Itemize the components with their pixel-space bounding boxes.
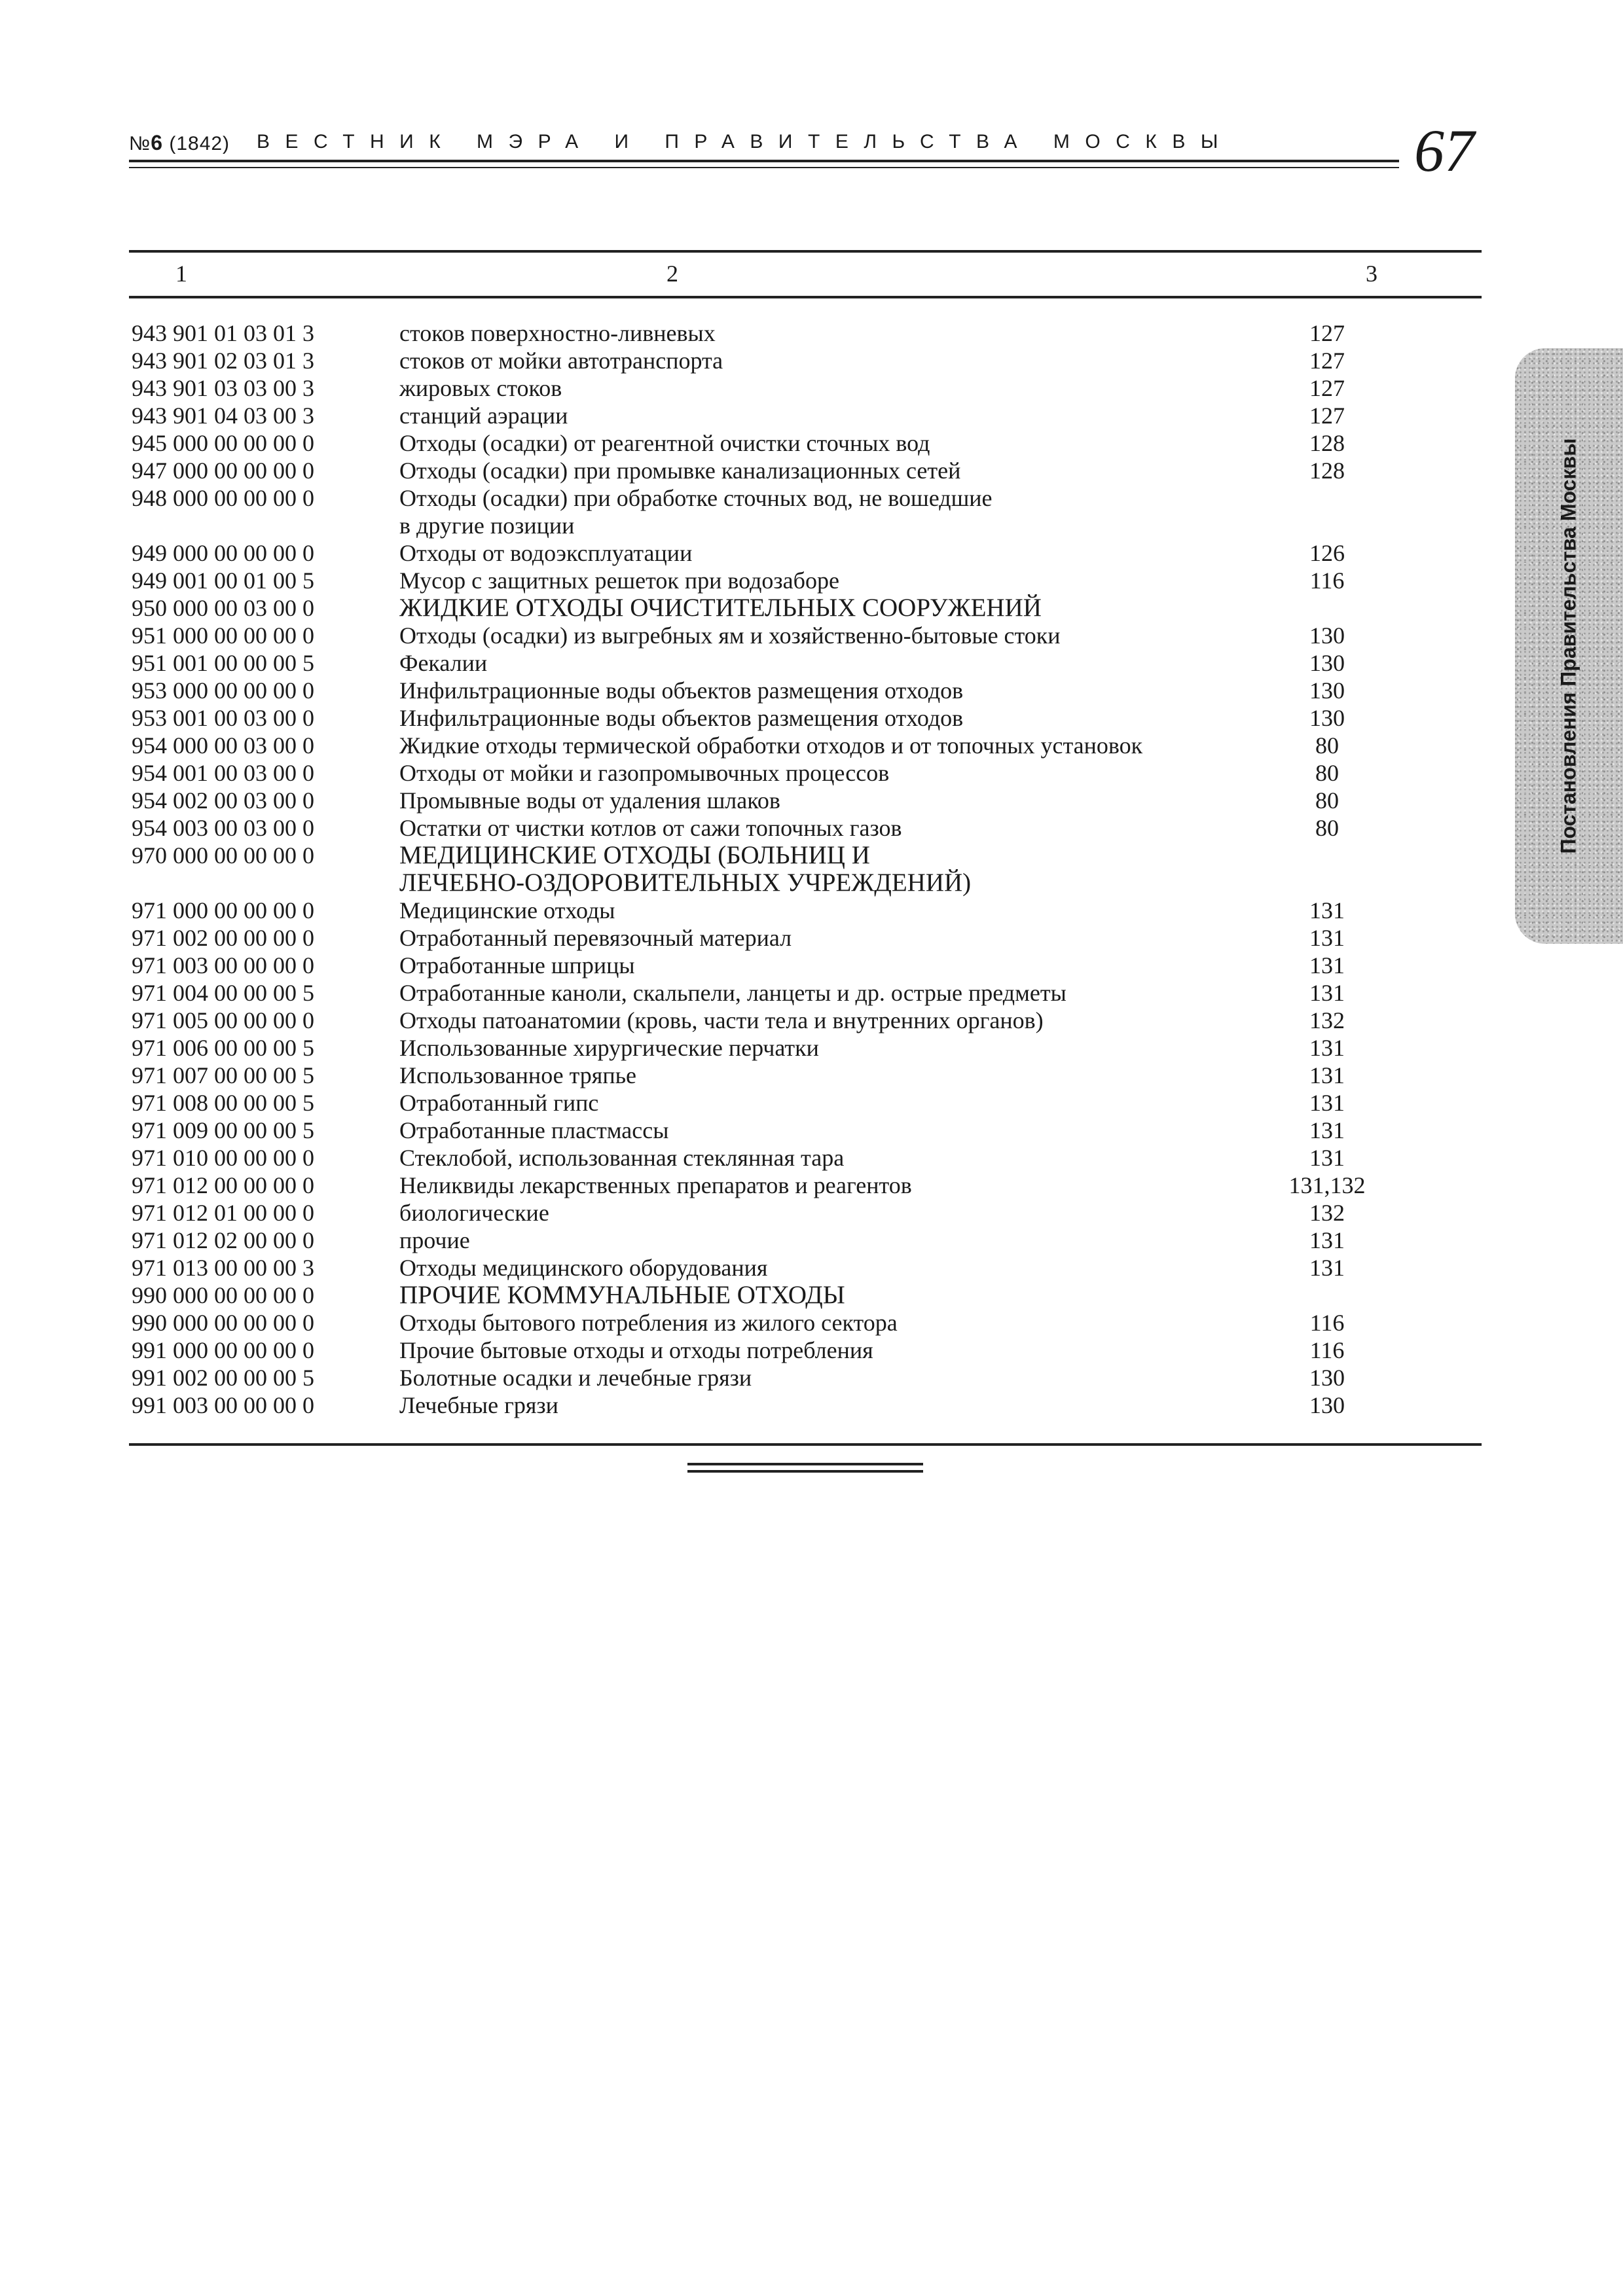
- waste-code: 943 901 02 03 01 3: [132, 348, 314, 374]
- reference-number: 127: [1309, 348, 1345, 374]
- waste-name-line: стоков поверхностно-ливневых: [399, 320, 716, 346]
- waste-name-line: Лечебные грязи: [399, 1392, 558, 1418]
- reference-number: 131: [1309, 1035, 1345, 1061]
- waste-name: [399, 1227, 470, 1254]
- waste-name: [399, 484, 993, 539]
- waste-name-line: Остатки от чистки котлов от сажи топочных газов: [399, 815, 902, 841]
- waste-code: 943 901 01 03 01 3: [132, 320, 314, 346]
- table-row: [129, 1227, 1482, 1254]
- table-row: [129, 594, 1482, 622]
- end-rule-second: [687, 1470, 923, 1473]
- waste-name: [399, 1254, 767, 1282]
- waste-code: 971 010 00 00 00 0: [132, 1145, 314, 1171]
- waste-name: [399, 1364, 752, 1391]
- waste-code: 971 000 00 00 00 0: [132, 897, 314, 924]
- waste-name: [399, 759, 889, 787]
- reference-number: 131: [1309, 897, 1345, 924]
- table-row: [129, 1089, 1482, 1117]
- waste-name-line: Отходы бытового потребления из жилого сектора: [399, 1310, 898, 1336]
- table-row: [129, 759, 1482, 787]
- table-row: [129, 1007, 1482, 1034]
- table-row: [129, 1309, 1482, 1336]
- reference-number: 131: [1309, 1255, 1345, 1281]
- table-top-rule: [129, 250, 1482, 253]
- waste-code: 971 012 01 00 00 0: [132, 1200, 314, 1226]
- waste-name-line: биологические: [399, 1200, 549, 1226]
- waste-name-line: прочие: [399, 1227, 470, 1253]
- reference-number: 116: [1309, 1337, 1345, 1363]
- waste-code: 971 005 00 00 00 0: [132, 1007, 314, 1033]
- table-row: [129, 924, 1482, 952]
- section-title: [399, 842, 971, 897]
- reference-number: 130: [1309, 1365, 1345, 1391]
- table-row: [129, 1062, 1482, 1089]
- waste-code: 947 000 00 00 00 0: [132, 457, 314, 484]
- reference-number: 127: [1309, 375, 1345, 401]
- reference-number: 131: [1309, 1145, 1345, 1171]
- waste-name-line-2: в другие позиции: [399, 512, 575, 539]
- table-row: [129, 787, 1482, 814]
- waste-name: [399, 1034, 819, 1062]
- table-row: [129, 677, 1482, 704]
- waste-code: 943 901 03 03 00 3: [132, 375, 314, 401]
- table-row: [129, 1364, 1482, 1391]
- reference-number: 131: [1309, 952, 1345, 978]
- waste-name: [399, 649, 487, 677]
- table-row: [129, 1282, 1482, 1309]
- table-row: [129, 567, 1482, 594]
- waste-code: 991 003 00 00 00 0: [132, 1392, 314, 1418]
- waste-name-line: Инфильтрационные воды объектов размещения отходов: [399, 705, 964, 731]
- waste-name-line: Отработанный гипс: [399, 1090, 599, 1116]
- waste-code: 953 001 00 03 00 0: [132, 705, 314, 731]
- waste-name: [399, 567, 839, 594]
- table-row: [129, 814, 1482, 842]
- waste-code: 954 003 00 03 00 0: [132, 815, 314, 841]
- reference-number: 116: [1309, 1310, 1345, 1336]
- waste-code: 954 001 00 03 00 0: [132, 760, 314, 786]
- waste-name: [399, 319, 716, 347]
- waste-code: 951 000 00 00 00 0: [132, 622, 314, 649]
- waste-name-line: Отходы (осадки) при промывке канализационных сетей: [399, 457, 961, 484]
- table-row: [129, 374, 1482, 402]
- table-row: [129, 347, 1482, 374]
- reference-number: 80: [1315, 760, 1339, 786]
- waste-name: [399, 457, 960, 484]
- page-number: 67: [1414, 117, 1474, 184]
- header-rule: [129, 160, 1399, 162]
- end-rule: [687, 1463, 923, 1465]
- waste-name: [399, 952, 635, 979]
- reference-number: 80: [1315, 732, 1339, 759]
- column-header-1: 1: [175, 260, 187, 287]
- waste-name-line: ПРОЧИЕ КОММУНАЛЬНЫЕ ОТХОДЫ: [399, 1281, 845, 1309]
- waste-name-line: Отработанный перевязочный материал: [399, 925, 792, 951]
- table-row: [129, 622, 1482, 649]
- table-row: [129, 1254, 1482, 1282]
- waste-name-line: Инфильтрационные воды объектов размещения отходов: [399, 677, 964, 704]
- page-header: [129, 128, 1399, 161]
- waste-name-line: Прочие бытовые отходы и отходы потребления: [399, 1337, 873, 1363]
- waste-name-line: Мусор с защитных решеток при водозаборе: [399, 567, 839, 594]
- waste-name: [399, 924, 792, 952]
- waste-name-line: Болотные осадки и лечебные грязи: [399, 1365, 752, 1391]
- waste-name-line: Отходы от водоэксплуатации: [399, 540, 693, 566]
- reference-number: 127: [1309, 320, 1345, 346]
- waste-code: 971 013 00 00 00 3: [132, 1255, 314, 1281]
- reference-number: 128: [1309, 430, 1345, 456]
- reference-number: 131: [1309, 980, 1345, 1006]
- reference-number: 128: [1309, 457, 1345, 484]
- table-row: [129, 319, 1482, 347]
- waste-name-line: Отходы (осадки) от реагентной очистки сточных вод: [399, 430, 930, 456]
- table-row: [129, 539, 1482, 567]
- waste-code: 971 012 02 00 00 0: [132, 1227, 314, 1253]
- waste-name-line: ЖИДКИЕ ОТХОДЫ ОЧИСТИТЕЛЬНЫХ СООРУЖЕНИЙ: [399, 594, 1042, 622]
- waste-code: 971 006 00 00 00 5: [132, 1035, 314, 1061]
- reference-number: 127: [1309, 403, 1345, 429]
- table-bottom-rule: [129, 1443, 1482, 1446]
- waste-name-line: Стеклобой, использованная стеклянная тара: [399, 1145, 845, 1171]
- waste-name-line: Отработанные пластмассы: [399, 1117, 669, 1143]
- reference-number: 116: [1309, 567, 1345, 594]
- table-row: [129, 649, 1482, 677]
- reference-number: 130: [1309, 1392, 1345, 1418]
- column-header-3: 3: [1366, 260, 1377, 287]
- waste-name: [399, 677, 963, 704]
- table-row: [129, 429, 1482, 457]
- reference-number: 80: [1315, 815, 1339, 841]
- table-row: [129, 952, 1482, 979]
- waste-code: 971 012 00 00 00 0: [132, 1172, 314, 1198]
- table-row: [129, 1172, 1482, 1199]
- waste-code: 971 002 00 00 00 0: [132, 925, 314, 951]
- waste-name: [399, 704, 963, 732]
- reference-number: 131: [1309, 925, 1345, 951]
- waste-name: [399, 1199, 549, 1227]
- waste-name-line: МЕДИЦИНСКИЕ ОТХОДЫ (БОЛЬНИЦ И: [399, 841, 870, 869]
- journal-title: ВЕСТНИК МЭРА И ПРАВИТЕЛЬСТВА МОСКВЫ: [257, 131, 1233, 152]
- waste-code: 950 000 00 03 00 0: [132, 595, 314, 621]
- waste-name: [399, 1117, 668, 1144]
- waste-name: [399, 429, 930, 457]
- waste-name: [399, 1144, 844, 1172]
- reference-number: 131: [1309, 1062, 1345, 1088]
- waste-name-line: Отработанные шприцы: [399, 952, 635, 978]
- waste-name-line: Отходы от мойки и газопромывочных процессов: [399, 760, 890, 786]
- section-title: [399, 1282, 845, 1309]
- table-row: [129, 402, 1482, 429]
- waste-name: [399, 347, 723, 374]
- reference-number: 126: [1309, 540, 1345, 566]
- waste-name-line: Жидкие отходы термической обработки отходов и от топочных установок: [399, 732, 1143, 759]
- reference-number: 132: [1309, 1007, 1345, 1033]
- waste-name: [399, 897, 615, 924]
- waste-name: [399, 1391, 558, 1419]
- waste-name: [399, 402, 568, 429]
- table-row: [129, 732, 1482, 759]
- section-title: [399, 594, 1042, 622]
- table-row: [129, 1117, 1482, 1144]
- waste-code: 971 007 00 00 00 5: [132, 1062, 314, 1088]
- reference-number: 131: [1309, 1227, 1345, 1253]
- table-row: [129, 1199, 1482, 1227]
- table-row: [129, 704, 1482, 732]
- waste-code: 990 000 00 00 00 0: [132, 1282, 314, 1308]
- waste-code: 971 003 00 00 00 0: [132, 952, 314, 978]
- waste-name: [399, 1172, 912, 1199]
- reference-number: 131: [1309, 1117, 1345, 1143]
- table-header-rule: [129, 296, 1482, 298]
- reference-number: 130: [1309, 650, 1345, 676]
- table-row: [129, 1391, 1482, 1419]
- waste-name: [399, 1062, 636, 1089]
- waste-code: 971 008 00 00 00 5: [132, 1090, 314, 1116]
- waste-name-line: Отходы (осадки) из выгребных ям и хозяйственно-бытовые стоки: [399, 622, 1061, 649]
- reference-number: 80: [1315, 787, 1339, 814]
- waste-name: [399, 787, 780, 814]
- waste-name-line: стоков от мойки автотранспорта: [399, 348, 723, 374]
- waste-name: [399, 539, 692, 567]
- waste-name: [399, 1336, 873, 1364]
- table-row: [129, 484, 1482, 539]
- reference-number: 130: [1309, 677, 1345, 704]
- waste-name: [399, 732, 1142, 759]
- waste-code: 991 000 00 00 00 0: [132, 1337, 314, 1363]
- table-row: [129, 842, 1482, 897]
- issue-number: №6 (1842): [129, 131, 230, 154]
- waste-name-line: Неликвиды лекарственных препаратов и реагентов: [399, 1172, 912, 1198]
- table-row: [129, 1034, 1482, 1062]
- side-tab-label: Постановления Правительства Москвы: [1556, 438, 1580, 854]
- waste-name-line: Фекалии: [399, 650, 488, 676]
- waste-name-line: Отходы медицинского оборудования: [399, 1255, 768, 1281]
- column-header-2: 2: [666, 260, 678, 287]
- waste-name: [399, 1309, 898, 1336]
- waste-name-line: Промывные воды от удаления шлаков: [399, 787, 780, 814]
- waste-name-line: Отходы (осадки) при обработке сточных вод, не вошедшие: [399, 485, 993, 511]
- waste-name-line: станций аэрации: [399, 403, 568, 429]
- table-row: [129, 1144, 1482, 1172]
- waste-code: 971 004 00 00 00 5: [132, 980, 314, 1006]
- waste-name: [399, 1007, 1044, 1034]
- reference-number: 130: [1309, 622, 1345, 649]
- reference-number: 131: [1309, 1090, 1345, 1116]
- reference-number: 131,132: [1288, 1172, 1366, 1198]
- header-rule-thin: [129, 167, 1399, 168]
- waste-name: [399, 814, 902, 842]
- waste-code: 948 000 00 00 00 0: [132, 485, 314, 511]
- waste-name-line: Использованное тряпье: [399, 1062, 637, 1088]
- table-row: [129, 1336, 1482, 1364]
- waste-name-line-2: ЛЕЧЕБНО-ОЗДОРОВИТЕЛЬНЫХ УЧРЕЖДЕНИЙ): [399, 869, 972, 897]
- reference-number: 132: [1309, 1200, 1345, 1226]
- waste-code: 953 000 00 00 00 0: [132, 677, 314, 704]
- table-row: [129, 897, 1482, 924]
- waste-code: 954 000 00 03 00 0: [132, 732, 314, 759]
- waste-name: [399, 622, 1061, 649]
- waste-code: 949 001 00 01 00 5: [132, 567, 314, 594]
- waste-name: [399, 979, 1067, 1007]
- waste-code: 990 000 00 00 00 0: [132, 1310, 314, 1336]
- waste-code: 970 000 00 00 00 0: [132, 842, 314, 869]
- reference-number: 130: [1309, 705, 1345, 731]
- waste-code: 954 002 00 03 00 0: [132, 787, 314, 814]
- waste-code: 945 000 00 00 00 0: [132, 430, 314, 456]
- table-row: [129, 979, 1482, 1007]
- waste-name-line: Медицинские отходы: [399, 897, 615, 924]
- waste-code: 991 002 00 00 00 5: [132, 1365, 314, 1391]
- waste-code: 971 009 00 00 00 5: [132, 1117, 314, 1143]
- waste-name: [399, 374, 562, 402]
- table-body: [129, 319, 1482, 1419]
- waste-code: 951 001 00 00 00 5: [132, 650, 314, 676]
- waste-name-line: Отработанные каноли, скальпели, ланцеты и др. острые предметы: [399, 980, 1067, 1006]
- waste-code: 949 000 00 00 00 0: [132, 540, 314, 566]
- waste-code: 943 901 04 03 00 3: [132, 403, 314, 429]
- waste-name-line: Использованные хирургические перчатки: [399, 1035, 819, 1061]
- table-row: [129, 457, 1482, 484]
- waste-name-line: жировых стоков: [399, 375, 562, 401]
- waste-name: [399, 1089, 598, 1117]
- waste-name-line: Отходы патоанатомии (кровь, части тела и внутренних органов): [399, 1007, 1044, 1033]
